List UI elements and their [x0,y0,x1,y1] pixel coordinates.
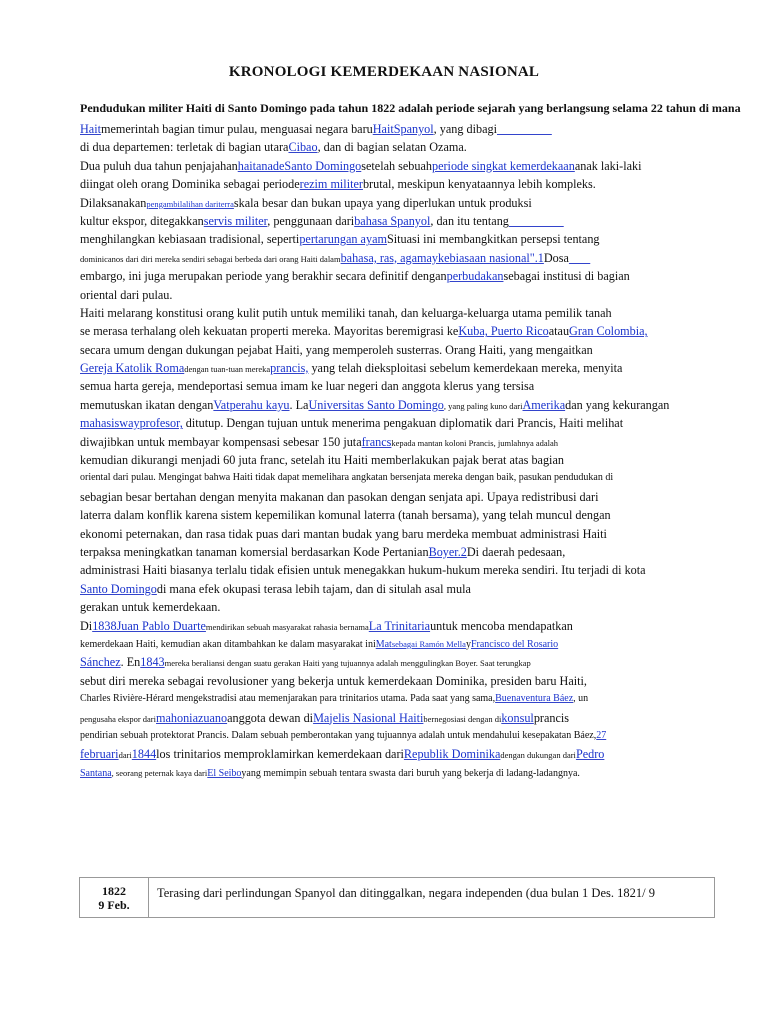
text-line [80,690,716,708]
hyperlink[interactable]: Vatperahu kayu [213,397,290,412]
text-span: untuk mencoba mendapatkan [430,618,573,633]
hyperlink[interactable]: 1838Juan Pablo Duarte [92,618,206,633]
hyperlink[interactable]: Kuba, Puerto Rico [458,324,549,339]
hyperlink[interactable]: Republik Dominika [403,747,501,762]
text-line [80,175,716,193]
text-span: dengan tuan-tuan mereka [184,364,271,375]
hyperlink[interactable]: pertarungan ayam [299,232,387,247]
hyperlink[interactable]: HaitSpanyol [372,122,434,136]
hyperlink[interactable]: mahasiswayprofesor, [80,416,183,431]
text-span: atau [548,324,570,339]
text-span: gerakan untuk kemerdekaan. [80,600,221,615]
text-line [80,617,716,635]
text-span: secara umum dengan dukungan pejabat Haiti, yang memperoleh susterras. Orang Haiti, yang mengaitkan [80,342,593,357]
hyperlink[interactable]: Gran Colombia, [569,324,648,339]
text-span: anggota dewan di [227,710,314,725]
text-span: semua harta gereja, mendeportasi semua imam ke luar negeri dan anggota klerus yang tersisa [80,379,535,394]
text-span: administrasi Haiti biasanya terlalu tidak efisien untuk menegakkan hukum-hukum mereka sendiri. Itu terjadi di kota [80,563,646,578]
hyperlink[interactable]: bahasa, ras, agamaykebiasaan nasional".1 [340,250,544,265]
text-span: , penggunaan dari [267,213,355,228]
text-span: sebagai institusi di bagian [503,269,630,284]
text-line [80,506,716,524]
hyperlink[interactable]: Francisco del Rosario [470,638,559,650]
text-line [80,120,716,138]
text-line [80,414,716,432]
text-line [80,469,716,487]
text-span: brutal, meskipun kenyataannya lebih kompleks. [362,177,596,192]
text-span: y [465,638,471,650]
text-span: dominicanos dari diri mereka sendiri sebagai berbeda dari orang Haiti dalam [80,253,341,264]
text-line [80,396,716,414]
hyperlink[interactable] [509,214,564,228]
hyperlink[interactable]: Pedro [575,747,605,762]
text-span: kultur ekspor, ditegakkan [80,213,204,228]
text-line [80,157,716,175]
text-line [80,561,716,579]
text-line [80,341,716,359]
text-line [80,359,716,377]
table-event-cell: Terasing dari perlindungan Spanyol dan ditinggalkan, negara independen (dua bulan 1 Des. 1821/ 9 [157,886,655,900]
text-span: yang memimpin sebuah tentara swasta dari buruh yang bekerja di ladang-ladangnya. [241,767,580,779]
hyperlink[interactable]: Universitas Santo Domingo [308,397,444,412]
lead-paragraph: Pendudukan militer Haiti di Santo Domingo pada tahun 1822 adalah periode sejarah yang berlangsung selama 22 tahun di mana [80,101,741,115]
text-span: Dosa [543,250,569,265]
text-span: anak laki-laki [574,158,642,173]
text-line [80,653,716,671]
text-span: oriental dari pulau. Mengingat bahwa Haiti tidak dapat memelihara angkatan bersenjata mereka dengan baik, pasukan pendudukan di [80,472,614,484]
text-span: , yang paling kuno dari [443,400,523,411]
hyperlink[interactable] [497,122,552,136]
hyperlink[interactable]: Mat [375,638,392,650]
text-line [80,194,716,212]
hyperlink[interactable]: 1843 [140,655,165,670]
text-span: Dilaksanakan [80,195,147,210]
text-line [80,304,716,322]
chronology-table [79,877,715,918]
hyperlink[interactable]: prancis, [270,361,309,376]
text-span: kepada mantan koloni Prancis, jumlahnya adalah [391,437,559,448]
hyperlink[interactable]: sebagai Ramón Mella [391,638,466,649]
hyperlink[interactable]: francs [361,434,392,449]
text-span: , un [573,693,589,705]
hyperlink[interactable]: pengambilalihan dariterra [146,198,234,209]
hyperlink[interactable]: perbudakan [446,269,504,284]
hyperlink[interactable]: bahasa Spanyol [354,213,431,228]
hyperlink[interactable]: haitanadeSanto Domingo [237,158,362,173]
hyperlink[interactable]: Majelis Nasional Haiti [313,710,424,725]
hyperlink[interactable]: mahoniazuano [156,710,228,725]
text-span: pengusaha ekspor dari [80,713,157,724]
hyperlink[interactable]: rezim militer [299,177,363,192]
text-span: , seorang peternak kaya dari [111,767,208,778]
text-span: Dua puluh dua tahun penjajahan [80,158,238,173]
text-span: prancis [533,710,570,725]
text-line [80,212,716,230]
text-span: ekonomi peternakan, dan rasa tidak puas dari mantan budak yang baru merdeka membuat administrasi Haiti [80,526,607,541]
hyperlink[interactable]: Cibao [288,140,318,155]
text-line [80,745,716,763]
text-line [80,267,716,285]
body-text [80,120,716,782]
text-span: kemerdekaan Haiti, kemudian akan ditambahkan ke dalam masyarakat ini [80,638,376,650]
text-line [80,672,716,690]
text-span: Haiti melarang konstitusi orang kulit putih untuk memiliki tanah, dan keluarga-keluarga utama pemilik tanah [80,305,612,320]
text-span: sebagian besar bertahan dengan menyita makanan dan pasokan dengan senjata api. Upaya redistribusi dari [80,489,599,504]
text-span: diingat oleh orang Dominika sebagai periode [80,177,300,192]
text-span: ditutup. Dengan tujuan untuk menerima pengakuan diplomatik dari Prancis, Haiti melihat [182,416,624,431]
text-line [80,727,716,745]
text-span: dari [118,750,132,761]
text-span: skala besar dan bukan upaya yang diperlukan untuk produksi [233,195,532,210]
text-line [80,433,716,451]
hyperlink[interactable]: Buenaventura Báez [495,693,574,705]
text-line [80,580,716,598]
hyperlink[interactable] [569,251,590,265]
hyperlink[interactable]: La Trinitaria [368,618,431,633]
text-line [80,598,716,616]
text-span: dengan dukungan dari [500,750,576,761]
hyperlink[interactable]: Santana [80,767,112,779]
text-span: yang telah dieksploitasi sebelum kemerdekaan mereka, menyita [308,361,623,376]
text-span: di mana efek okupasi terasa lebih tajam, dan di situlah asal mula [156,581,471,596]
text-span: . En [120,655,141,670]
hyperlink[interactable]: Hait [80,122,101,136]
text-line [80,525,716,543]
text-line [80,635,716,653]
text-span: Di daerah pedesaan, [466,544,566,559]
text-line [80,709,716,727]
text-span: , dan di bagian selatan Ozama. [317,140,467,155]
text-span: Di [80,618,93,633]
text-span: dan yang kekurangan [565,397,670,412]
text-span: . La [289,397,309,412]
hyperlink[interactable]: februari [80,747,119,762]
hyperlink[interactable]: Amerika [522,397,566,412]
text-line [80,488,716,506]
text-line [80,764,716,782]
hyperlink[interactable]: konsul [501,710,534,725]
text-span: memutuskan ikatan dengan [80,397,214,412]
text-span: pendirian sebuah protektorat Prancis. Dalam sebuah pemberontakan yang tujuannya adalah untuk mendahului kesepakatan Báez, [80,729,597,741]
text-span: los trinitarios memproklamirkan kemerdekaan dari [156,747,404,762]
text-line [80,286,716,304]
text-span: menghilangkan kebiasaan tradisional, seperti [80,232,300,247]
text-span: Charles Rivière-Hérard mengekstradisi atau memenjarakan para trinitarios utama. Pada saat yang sama, [80,693,496,705]
text-span: , dan itu tentang [430,213,509,228]
hyperlink[interactable]: servis militer [203,213,268,228]
hyperlink[interactable]: El Seibo [207,767,242,779]
text-span: di dua departemen: terletak di bagian utara [80,140,289,155]
text-span: embargo, ini juga merupakan periode yang berakhir secara definitif dengan [80,269,447,284]
text-line [80,322,716,340]
text-line [80,138,716,156]
text-span: se merasa terhalang oleh kekuatan properti mereka. Mayoritas beremigrasi ke [80,324,459,339]
text-span: memerintah bagian timur pulau, menguasai negara baru [100,122,373,136]
text-line [80,543,716,561]
text-span: , yang dibagi [433,122,497,136]
text-span: terpaksa meningkatkan tanaman komersial berdasarkan Kode Pertanian [80,544,429,559]
hyperlink[interactable]: Santo Domingo [80,581,157,596]
text-span: oriental dari pulau. [80,287,173,302]
document-title: KRONOLOGI KEMERDEKAAN NASIONAL [228,64,540,80]
hyperlink[interactable]: Boyer.2 [428,544,467,559]
text-span: setelah sebuah [361,158,432,173]
text-span: mereka beraliansi dengan suatu gerakan Haiti yang tujuannya adalah menggulingkan Boyer. Saat terungkap [164,658,531,669]
text-span: diwajibkan untuk membayar kompensasi sebesar 150 juta [80,434,362,449]
text-span: kemudian dikurangi menjadi 60 juta franc, setelah itu Haiti memberlakukan pajak berat atas bagian [80,453,564,468]
hyperlink[interactable]: Sánchez [80,655,121,670]
hyperlink[interactable]: periode singkat kemerdekaan [432,158,575,173]
table-date-year: 1822 [102,884,126,898]
text-span: bernegosiasi dengan di [423,713,502,724]
text-line [80,249,716,267]
hyperlink[interactable]: 27 [596,729,607,741]
table-date-day: 9 Feb. [98,898,130,912]
text-span: mendirikan sebuah masyarakat rahasia bernama [205,621,369,632]
text-span: laterra dalam konflik karena sistem kepemilikan komunal laterra (tanah bersama), yang telah muncul dengan [80,508,611,523]
hyperlink[interactable]: 1844 [131,747,157,762]
hyperlink[interactable]: Gereja Katolik Roma [80,361,185,376]
text-span: Situasi ini membangkitkan persepsi tentang [386,232,600,247]
text-line [80,377,716,395]
text-span: sebut diri mereka sebagai revolusioner yang bekerja untuk kemerdekaan Dominika, presiden baru Haiti, [80,673,587,688]
text-line [80,451,716,469]
table-date-cell [80,878,149,917]
text-line [80,230,716,248]
